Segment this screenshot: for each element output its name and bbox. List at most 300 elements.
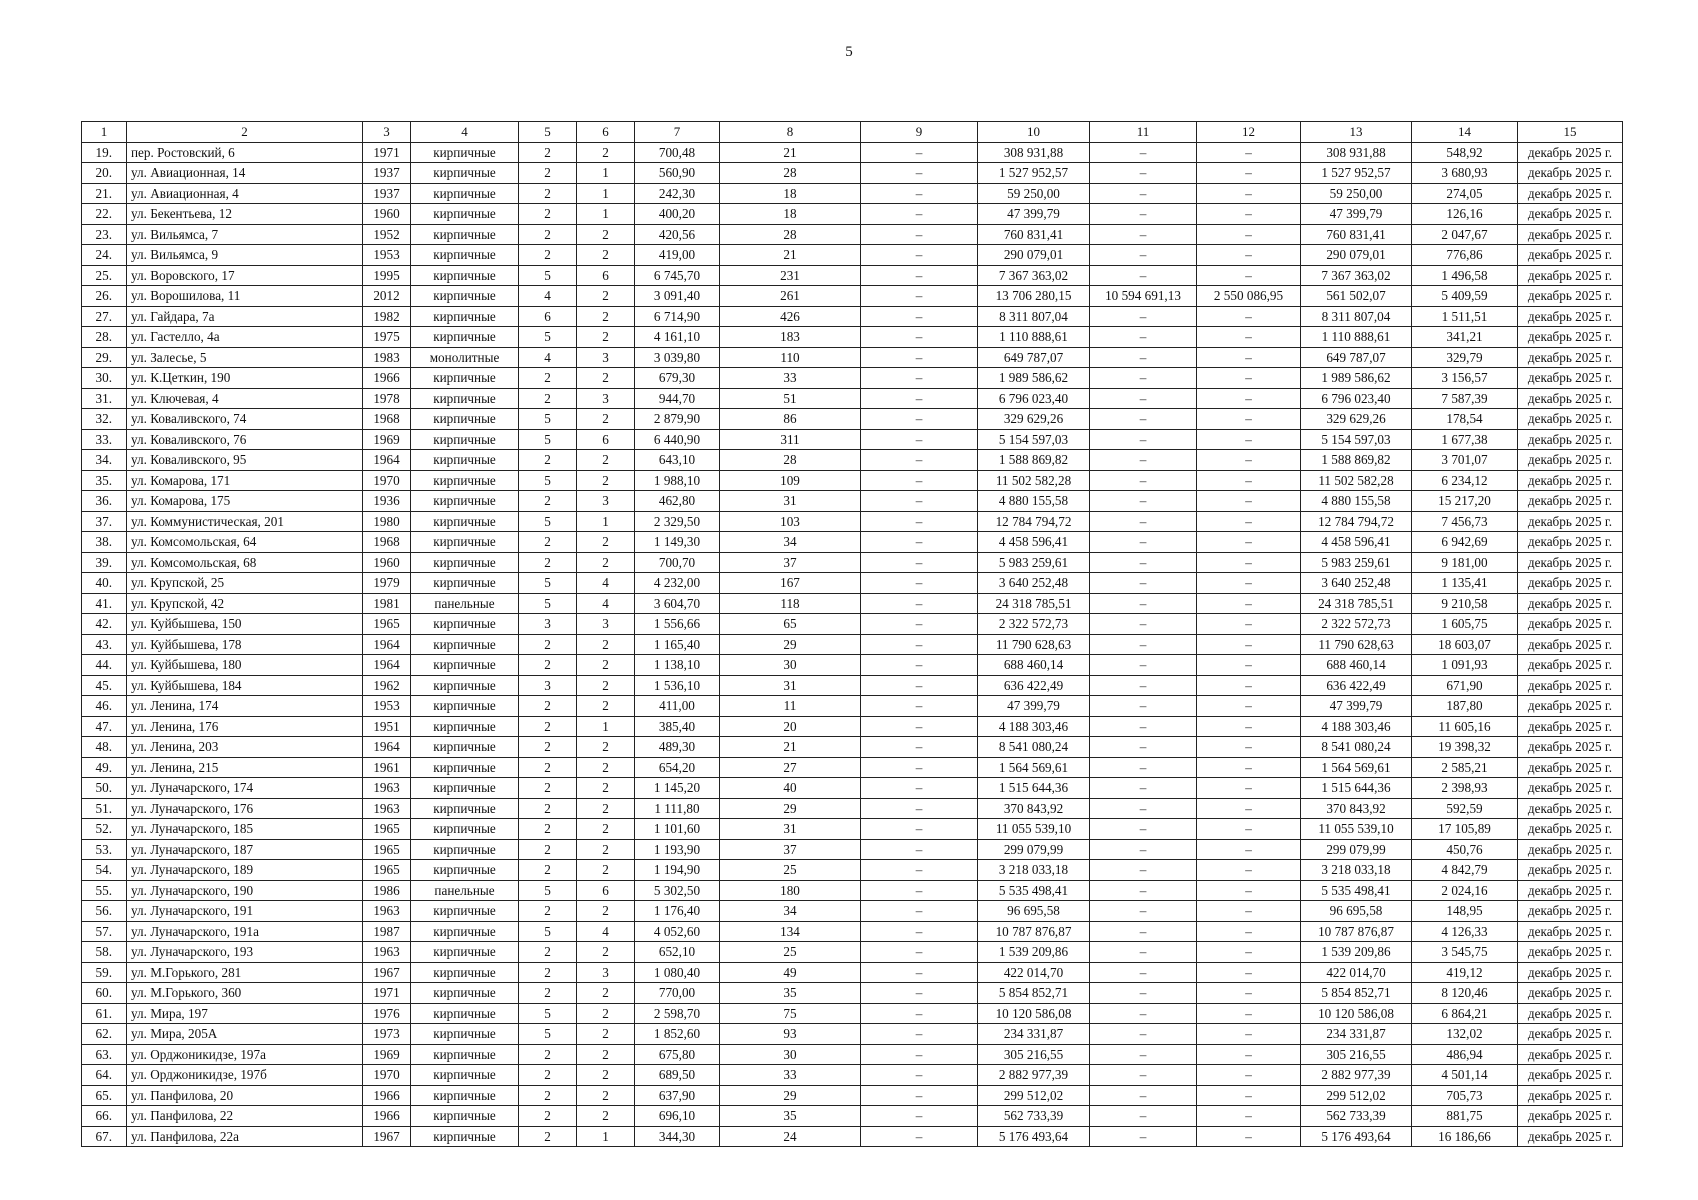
- col13-cell: 561 502,07: [1301, 286, 1412, 307]
- residents-cell: 28: [720, 450, 861, 471]
- area-cell: 696,10: [635, 1106, 720, 1127]
- address-cell: ул. Орджоникидзе, 197б: [127, 1065, 363, 1086]
- col14-cell: 19 398,32: [1412, 737, 1518, 758]
- area-cell: 1 138,10: [635, 655, 720, 676]
- deadline-cell: декабрь 2025 г.: [1518, 163, 1623, 184]
- col9-cell: –: [861, 1085, 978, 1106]
- col13-cell: 4 880 155,58: [1301, 491, 1412, 512]
- column-header-10: 10: [978, 122, 1090, 143]
- wall-material-cell: кирпичные: [411, 839, 519, 860]
- total-cost-cell: 1 564 569,61: [978, 757, 1090, 778]
- floors-cell: 2: [519, 696, 577, 717]
- area-cell: 3 039,80: [635, 347, 720, 368]
- row-number: 48.: [82, 737, 127, 758]
- total-cost-cell: 1 110 888,61: [978, 327, 1090, 348]
- year-cell: 1976: [363, 1003, 411, 1024]
- col11-cell: –: [1090, 368, 1197, 389]
- entrances-cell: 6: [577, 880, 635, 901]
- area-cell: 6 745,70: [635, 265, 720, 286]
- entrances-cell: 2: [577, 675, 635, 696]
- total-cost-cell: 5 854 852,71: [978, 983, 1090, 1004]
- address-cell: ул. М.Горького, 360: [127, 983, 363, 1004]
- floors-cell: 2: [519, 962, 577, 983]
- col14-cell: 450,76: [1412, 839, 1518, 860]
- entrances-cell: 2: [577, 860, 635, 881]
- col14-cell: 548,92: [1412, 142, 1518, 163]
- area-cell: 1 556,66: [635, 614, 720, 635]
- year-cell: 1965: [363, 839, 411, 860]
- year-cell: 1969: [363, 429, 411, 450]
- entrances-cell: 3: [577, 614, 635, 635]
- col11-cell: –: [1090, 1126, 1197, 1147]
- col11-cell: –: [1090, 1106, 1197, 1127]
- area-cell: 643,10: [635, 450, 720, 471]
- col12-cell: –: [1197, 696, 1301, 717]
- area-cell: 560,90: [635, 163, 720, 184]
- col11-cell: –: [1090, 860, 1197, 881]
- entrances-cell: 1: [577, 163, 635, 184]
- table-row: [82, 450, 1623, 471]
- col9-cell: –: [861, 942, 978, 963]
- deadline-cell: декабрь 2025 г.: [1518, 1044, 1623, 1065]
- residents-cell: 30: [720, 655, 861, 676]
- entrances-cell: 2: [577, 142, 635, 163]
- floors-cell: 2: [519, 778, 577, 799]
- residents-cell: 31: [720, 491, 861, 512]
- col14-cell: 419,12: [1412, 962, 1518, 983]
- residents-cell: 29: [720, 1085, 861, 1106]
- column-header-9: 9: [861, 122, 978, 143]
- floors-cell: 5: [519, 573, 577, 594]
- total-cost-cell: 3 640 252,48: [978, 573, 1090, 594]
- row-number: 21.: [82, 183, 127, 204]
- row-number: 56.: [82, 901, 127, 922]
- floors-cell: 2: [519, 983, 577, 1004]
- col9-cell: –: [861, 1003, 978, 1024]
- deadline-cell: декабрь 2025 г.: [1518, 470, 1623, 491]
- area-cell: 944,70: [635, 388, 720, 409]
- col9-cell: –: [861, 819, 978, 840]
- table-row: [82, 532, 1623, 553]
- col9-cell: –: [861, 778, 978, 799]
- wall-material-cell: кирпичные: [411, 532, 519, 553]
- wall-material-cell: кирпичные: [411, 1024, 519, 1045]
- residents-cell: 35: [720, 1106, 861, 1127]
- floors-cell: 2: [519, 1085, 577, 1106]
- address-cell: ул. Куйбышева, 178: [127, 634, 363, 655]
- floors-cell: 4: [519, 347, 577, 368]
- col13-cell: 2 322 572,73: [1301, 614, 1412, 635]
- floors-cell: 2: [519, 1065, 577, 1086]
- address-cell: ул. Бекентьева, 12: [127, 204, 363, 225]
- col11-cell: –: [1090, 552, 1197, 573]
- wall-material-cell: кирпичные: [411, 183, 519, 204]
- col12-cell: –: [1197, 778, 1301, 799]
- column-header-8: 8: [720, 122, 861, 143]
- col9-cell: –: [861, 675, 978, 696]
- year-cell: 1966: [363, 368, 411, 389]
- year-cell: 1960: [363, 552, 411, 573]
- total-cost-cell: 370 843,92: [978, 798, 1090, 819]
- col11-cell: –: [1090, 655, 1197, 676]
- row-number: 49.: [82, 757, 127, 778]
- col14-cell: 1 511,51: [1412, 306, 1518, 327]
- floors-cell: 6: [519, 306, 577, 327]
- address-cell: ул. Куйбышева, 180: [127, 655, 363, 676]
- year-cell: 1971: [363, 142, 411, 163]
- floors-cell: 2: [519, 552, 577, 573]
- col13-cell: 59 250,00: [1301, 183, 1412, 204]
- table-row: [82, 860, 1623, 881]
- col9-cell: –: [861, 306, 978, 327]
- entrances-cell: 2: [577, 368, 635, 389]
- col14-cell: 148,95: [1412, 901, 1518, 922]
- total-cost-cell: 234 331,87: [978, 1024, 1090, 1045]
- entrances-cell: 1: [577, 511, 635, 532]
- table-body: [82, 142, 1623, 1147]
- deadline-cell: декабрь 2025 г.: [1518, 573, 1623, 594]
- col12-cell: –: [1197, 737, 1301, 758]
- floors-cell: 2: [519, 655, 577, 676]
- col9-cell: –: [861, 593, 978, 614]
- col13-cell: 5 535 498,41: [1301, 880, 1412, 901]
- total-cost-cell: 10 120 586,08: [978, 1003, 1090, 1024]
- wall-material-cell: кирпичные: [411, 265, 519, 286]
- entrances-cell: 2: [577, 839, 635, 860]
- floors-cell: 2: [519, 491, 577, 512]
- entrances-cell: 2: [577, 1106, 635, 1127]
- col11-cell: –: [1090, 142, 1197, 163]
- residents-cell: 49: [720, 962, 861, 983]
- column-header-14: 14: [1412, 122, 1518, 143]
- entrances-cell: 2: [577, 1003, 635, 1024]
- table-row: [82, 491, 1623, 512]
- deadline-cell: декабрь 2025 г.: [1518, 614, 1623, 635]
- row-number: 22.: [82, 204, 127, 225]
- col11-cell: –: [1090, 1024, 1197, 1045]
- col14-cell: 3 545,75: [1412, 942, 1518, 963]
- col13-cell: 688 460,14: [1301, 655, 1412, 676]
- col14-cell: 3 680,93: [1412, 163, 1518, 184]
- total-cost-cell: 5 983 259,61: [978, 552, 1090, 573]
- col13-cell: 47 399,79: [1301, 696, 1412, 717]
- address-cell: ул. М.Горького, 281: [127, 962, 363, 983]
- deadline-cell: декабрь 2025 г.: [1518, 778, 1623, 799]
- total-cost-cell: 8 541 080,24: [978, 737, 1090, 758]
- col12-cell: –: [1197, 880, 1301, 901]
- deadline-cell: декабрь 2025 г.: [1518, 429, 1623, 450]
- row-number: 23.: [82, 224, 127, 245]
- col11-cell: –: [1090, 183, 1197, 204]
- col13-cell: 3 218 033,18: [1301, 860, 1412, 881]
- floors-cell: 2: [519, 1106, 577, 1127]
- col9-cell: –: [861, 1065, 978, 1086]
- column-header-4: 4: [411, 122, 519, 143]
- wall-material-cell: кирпичные: [411, 942, 519, 963]
- col13-cell: 24 318 785,51: [1301, 593, 1412, 614]
- deadline-cell: декабрь 2025 г.: [1518, 286, 1623, 307]
- deadline-cell: декабрь 2025 г.: [1518, 491, 1623, 512]
- area-cell: 1 852,60: [635, 1024, 720, 1045]
- col9-cell: –: [861, 204, 978, 225]
- year-cell: 1963: [363, 942, 411, 963]
- row-number: 35.: [82, 470, 127, 491]
- wall-material-cell: кирпичные: [411, 552, 519, 573]
- total-cost-cell: 1 527 952,57: [978, 163, 1090, 184]
- table-row: [82, 306, 1623, 327]
- entrances-cell: 2: [577, 901, 635, 922]
- col9-cell: –: [861, 388, 978, 409]
- residents-cell: 21: [720, 245, 861, 266]
- total-cost-cell: 11 055 539,10: [978, 819, 1090, 840]
- col11-cell: –: [1090, 778, 1197, 799]
- area-cell: 6 714,90: [635, 306, 720, 327]
- total-cost-cell: 2 882 977,39: [978, 1065, 1090, 1086]
- deadline-cell: декабрь 2025 г.: [1518, 1065, 1623, 1086]
- total-cost-cell: 4 458 596,41: [978, 532, 1090, 553]
- area-cell: 411,00: [635, 696, 720, 717]
- deadline-cell: декабрь 2025 г.: [1518, 675, 1623, 696]
- year-cell: 1971: [363, 983, 411, 1004]
- col9-cell: –: [861, 634, 978, 655]
- col9-cell: –: [861, 1126, 978, 1147]
- floors-cell: 5: [519, 593, 577, 614]
- total-cost-cell: 299 512,02: [978, 1085, 1090, 1106]
- year-cell: 1963: [363, 901, 411, 922]
- deadline-cell: декабрь 2025 г.: [1518, 1085, 1623, 1106]
- total-cost-cell: 3 218 033,18: [978, 860, 1090, 881]
- col11-cell: –: [1090, 880, 1197, 901]
- col14-cell: 2 585,21: [1412, 757, 1518, 778]
- column-header-7: 7: [635, 122, 720, 143]
- entrances-cell: 2: [577, 778, 635, 799]
- address-cell: ул. Луначарского, 187: [127, 839, 363, 860]
- residents-cell: 34: [720, 901, 861, 922]
- col11-cell: –: [1090, 798, 1197, 819]
- col14-cell: 6 942,69: [1412, 532, 1518, 553]
- row-number: 47.: [82, 716, 127, 737]
- area-cell: 489,30: [635, 737, 720, 758]
- total-cost-cell: 59 250,00: [978, 183, 1090, 204]
- residents-cell: 231: [720, 265, 861, 286]
- table-row: [82, 778, 1623, 799]
- table-row: [82, 470, 1623, 491]
- address-cell: ул. Луначарского, 185: [127, 819, 363, 840]
- col11-cell: –: [1090, 347, 1197, 368]
- area-cell: 420,56: [635, 224, 720, 245]
- column-header-2: 2: [127, 122, 363, 143]
- col13-cell: 1 588 869,82: [1301, 450, 1412, 471]
- col11-cell: –: [1090, 1065, 1197, 1086]
- entrances-cell: 2: [577, 1085, 635, 1106]
- col14-cell: 16 186,66: [1412, 1126, 1518, 1147]
- table-row: [82, 1085, 1623, 1106]
- table-row: [82, 757, 1623, 778]
- col9-cell: –: [861, 265, 978, 286]
- col9-cell: –: [861, 224, 978, 245]
- col13-cell: 11 502 582,28: [1301, 470, 1412, 491]
- col13-cell: 562 733,39: [1301, 1106, 1412, 1127]
- header-row: [82, 122, 1623, 143]
- entrances-cell: 1: [577, 716, 635, 737]
- address-cell: ул. К.Цеткин, 190: [127, 368, 363, 389]
- wall-material-cell: кирпичные: [411, 450, 519, 471]
- col14-cell: 881,75: [1412, 1106, 1518, 1127]
- col11-cell: –: [1090, 573, 1197, 594]
- floors-cell: 3: [519, 675, 577, 696]
- total-cost-cell: 6 796 023,40: [978, 388, 1090, 409]
- year-cell: 1951: [363, 716, 411, 737]
- table-row: [82, 921, 1623, 942]
- area-cell: 1 194,90: [635, 860, 720, 881]
- col9-cell: –: [861, 962, 978, 983]
- col14-cell: 187,80: [1412, 696, 1518, 717]
- col9-cell: –: [861, 737, 978, 758]
- year-cell: 1975: [363, 327, 411, 348]
- col13-cell: 329 629,26: [1301, 409, 1412, 430]
- wall-material-cell: кирпичные: [411, 1085, 519, 1106]
- year-cell: 1978: [363, 388, 411, 409]
- residents-cell: 28: [720, 163, 861, 184]
- col11-cell: –: [1090, 614, 1197, 635]
- wall-material-cell: кирпичные: [411, 470, 519, 491]
- table-row: [82, 983, 1623, 1004]
- residents-cell: 75: [720, 1003, 861, 1024]
- address-cell: пер. Ростовский, 6: [127, 142, 363, 163]
- col9-cell: –: [861, 757, 978, 778]
- col13-cell: 305 216,55: [1301, 1044, 1412, 1065]
- col12-cell: –: [1197, 860, 1301, 881]
- col14-cell: 132,02: [1412, 1024, 1518, 1045]
- total-cost-cell: 308 931,88: [978, 142, 1090, 163]
- address-cell: ул. Воровского, 17: [127, 265, 363, 286]
- col12-cell: –: [1197, 675, 1301, 696]
- year-cell: 1963: [363, 778, 411, 799]
- entrances-cell: 2: [577, 470, 635, 491]
- col9-cell: –: [861, 880, 978, 901]
- year-cell: 1966: [363, 1106, 411, 1127]
- total-cost-cell: 1 989 586,62: [978, 368, 1090, 389]
- total-cost-cell: 13 706 280,15: [978, 286, 1090, 307]
- address-cell: ул. Луначарского, 189: [127, 860, 363, 881]
- year-cell: 1968: [363, 409, 411, 430]
- wall-material-cell: кирпичные: [411, 675, 519, 696]
- area-cell: 2 329,50: [635, 511, 720, 532]
- wall-material-cell: кирпичные: [411, 655, 519, 676]
- address-cell: ул. Гайдара, 7а: [127, 306, 363, 327]
- row-number: 29.: [82, 347, 127, 368]
- residents-cell: 29: [720, 634, 861, 655]
- address-cell: ул. Луначарского, 191: [127, 901, 363, 922]
- col13-cell: 299 079,99: [1301, 839, 1412, 860]
- col13-cell: 12 784 794,72: [1301, 511, 1412, 532]
- col11-cell: –: [1090, 983, 1197, 1004]
- table-row: [82, 163, 1623, 184]
- col12-cell: –: [1197, 634, 1301, 655]
- col13-cell: 5 154 597,03: [1301, 429, 1412, 450]
- floors-cell: 5: [519, 327, 577, 348]
- table-row: [82, 1065, 1623, 1086]
- floors-cell: 2: [519, 142, 577, 163]
- total-cost-cell: 47 399,79: [978, 204, 1090, 225]
- residents-cell: 31: [720, 819, 861, 840]
- total-cost-cell: 24 318 785,51: [978, 593, 1090, 614]
- table-row: [82, 245, 1623, 266]
- col13-cell: 3 640 252,48: [1301, 573, 1412, 594]
- wall-material-cell: панельные: [411, 880, 519, 901]
- floors-cell: 5: [519, 511, 577, 532]
- col9-cell: –: [861, 798, 978, 819]
- row-number: 60.: [82, 983, 127, 1004]
- col12-cell: –: [1197, 327, 1301, 348]
- area-cell: 242,30: [635, 183, 720, 204]
- entrances-cell: 2: [577, 655, 635, 676]
- deadline-cell: декабрь 2025 г.: [1518, 224, 1623, 245]
- table-row: [82, 1126, 1623, 1147]
- col12-cell: –: [1197, 552, 1301, 573]
- area-cell: 344,30: [635, 1126, 720, 1147]
- col12-cell: –: [1197, 409, 1301, 430]
- col9-cell: –: [861, 921, 978, 942]
- year-cell: 1964: [363, 450, 411, 471]
- residents-cell: 29: [720, 798, 861, 819]
- address-cell: ул. Ключевая, 4: [127, 388, 363, 409]
- col11-cell: –: [1090, 511, 1197, 532]
- floors-cell: 5: [519, 409, 577, 430]
- row-number: 52.: [82, 819, 127, 840]
- address-cell: ул. Луначарского, 176: [127, 798, 363, 819]
- total-cost-cell: 562 733,39: [978, 1106, 1090, 1127]
- entrances-cell: 4: [577, 921, 635, 942]
- col11-cell: –: [1090, 163, 1197, 184]
- address-cell: ул. Комсомольская, 64: [127, 532, 363, 553]
- wall-material-cell: кирпичные: [411, 614, 519, 635]
- col14-cell: 178,54: [1412, 409, 1518, 430]
- entrances-cell: 4: [577, 593, 635, 614]
- col13-cell: 10 787 876,87: [1301, 921, 1412, 942]
- deadline-cell: декабрь 2025 г.: [1518, 532, 1623, 553]
- col12-cell: –: [1197, 921, 1301, 942]
- col9-cell: –: [861, 429, 978, 450]
- area-cell: 1 145,20: [635, 778, 720, 799]
- residents-cell: 35: [720, 983, 861, 1004]
- year-cell: 1936: [363, 491, 411, 512]
- col12-cell: –: [1197, 716, 1301, 737]
- wall-material-cell: кирпичные: [411, 860, 519, 881]
- total-cost-cell: 305 216,55: [978, 1044, 1090, 1065]
- year-cell: 1966: [363, 1085, 411, 1106]
- entrances-cell: 2: [577, 224, 635, 245]
- deadline-cell: декабрь 2025 г.: [1518, 1003, 1623, 1024]
- residents-cell: 18: [720, 183, 861, 204]
- entrances-cell: 2: [577, 1044, 635, 1065]
- col11-cell: –: [1090, 532, 1197, 553]
- col13-cell: 1 989 586,62: [1301, 368, 1412, 389]
- page-number: 5: [845, 44, 853, 60]
- wall-material-cell: кирпичные: [411, 696, 519, 717]
- col9-cell: –: [861, 409, 978, 430]
- row-number: 42.: [82, 614, 127, 635]
- row-number: 24.: [82, 245, 127, 266]
- col9-cell: –: [861, 347, 978, 368]
- residents-cell: 167: [720, 573, 861, 594]
- col13-cell: 6 796 023,40: [1301, 388, 1412, 409]
- wall-material-cell: кирпичные: [411, 163, 519, 184]
- total-cost-cell: 7 367 363,02: [978, 265, 1090, 286]
- col9-cell: –: [861, 839, 978, 860]
- year-cell: 1964: [363, 737, 411, 758]
- col13-cell: 11 055 539,10: [1301, 819, 1412, 840]
